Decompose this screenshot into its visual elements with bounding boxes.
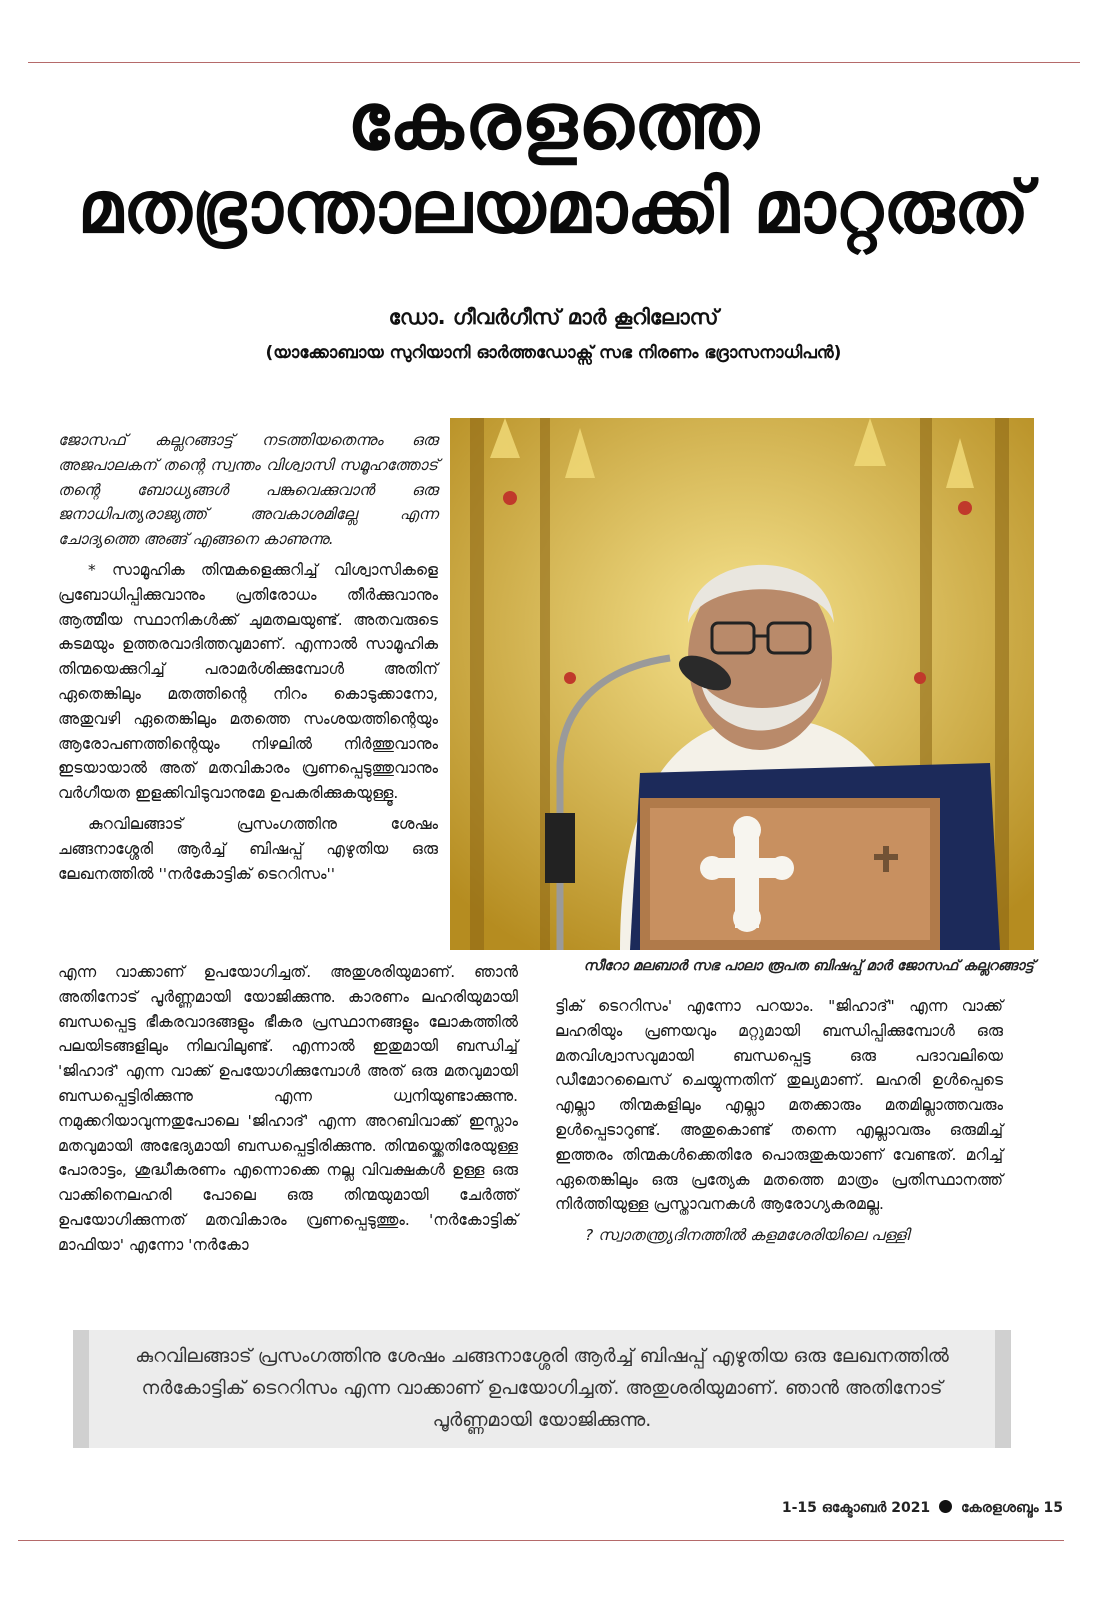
right-note: ? സ്വാതന്ത്ര്യദിനത്തിൽ കളമശേരിയിലെ പള്ളി [585, 1226, 910, 1245]
headline [20, 77, 1087, 249]
paragraph-1: * സാമൂഹിക തിന്മകളെക്കുറിച്ച് വിശ്വാസികളെ പ്രബോധിപ്പിക്കുവാനും പ്രതിരോധം തീർക്കുവാനും ആത്മീയ സ്ഥാനികൾക്ക് ചുമതലയുണ്ട്. അതവരുടെ കടമയും ഉത്തരവാദിത്തവുമാണ്. എന്നാൽ സാമൂഹിക തിന്മയെക്കുറിച്ച് പരാമർശിക്കുമ്പോൾ അതിന് ഏതെങ്കിലും മതത്തിന്റെ നിറം കൊടുക്കാനോ, അതുവഴി ഏതെങ്കിലും മതത്തെ സംശയത്തിന്റെയും ആരോപണത്തിന്റെയും നിഴലിൽ നിർത്തുവാനും ഇടയായാൽ അത് മതവികാരം വ്രണപ്പെടുത്തുവാനും വർഗീയത ഇളക്കിവിടുവാനുമേ ഉപകരിക്കുകയുള്ളൂ. [58, 560, 438, 803]
headline-line-1: കേരളത്തെ [347, 77, 760, 167]
pull-quote-left-bar [73, 1330, 89, 1448]
bullet-dot-icon [939, 1500, 952, 1513]
intro-question: ജോസഫ് കല്ലറങ്ങാട്ട് നടത്തിയതെന്നും ഒരു അജപാലകന് തന്റെ സ്വന്തം വിശ്വാസി സമൂഹത്തോട് തന്റെ ബോധ്യങ്ങൾ പങ്കുവെക്കുവാൻ ഒരു ജനാധിപത്യരാജ്യത്ത് അവകാശമില്ലേ എന്ന ചോദ്യത്തെ അങ്ങ് എങ്ങനെ കാണുന്നു. [58, 431, 438, 549]
headline-line-2: മതഭ്രാന്താലയമാക്കി മാറ്റരുത് [77, 164, 1030, 249]
page-footer [782, 1500, 1063, 1516]
right-paragraph: ട്ടിക് ടെററിസം' എന്നോ പറയാം. "ജിഹാദ്" എന്ന വാക്ക് ലഹരിയും പ്രണയവും മറ്റുമായി ബന്ധിപ്പിക്കുമ്പോൾ ഒരു മതവിശ്വാസവുമായി ബന്ധപ്പെട്ട ഒരു പദാവലിയെ ഡീമോറലൈസ് ചെയ്യുന്നതിന് തുല്യമാണ്. ലഹരി ഉൾപ്പെടെ എല്ലാ തിന്മകളിലും എല്ലാ മതക്കാരും മതമില്ലാത്തവരും ഉൾപ്പെടാറുണ്ട്. അതുകൊണ്ട് തന്നെ എല്ലാവരും ഒരുമിച്ച് ഇത്തരം തിന്മകൾക്കെതിരേ പൊരുതുകയാണ് വേണ്ടത്. മറിച്ച് ഏതെങ്കിലും ഒരു പ്രത്യേക മതത്തെ മാത്രം പ്രതിസ്ഥാനത്ത് നിർത്തിയുള്ള പ്രസ്താവനകൾ ആരോഗ്യകരമല്ല. [555, 997, 1003, 1214]
left-column [58, 428, 438, 892]
pull-quote-right-bar [995, 1330, 1011, 1448]
pull-quote-text: കുറവിലങ്ങാട് പ്രസംഗത്തിനു ശേഷം ചങ്ങനാശ്ശേരി ആർച്ച് ബിഷപ്പ് എഴുതിയ ഒരു ലേഖനത്തിൽ നർകോട്ടിക് ടെററിസം എന്ന വാക്കാണ് ഉപയോഗിച്ചത്. അതുശരിയുമാണ്. ഞാൻ അതിനോട് പൂർണ്ണമായി യോജിക്കുന്നു. [135, 1345, 949, 1431]
top-rule [28, 62, 1080, 63]
bishop-photo-illustration [450, 418, 1034, 950]
left-column-lower [58, 960, 518, 1258]
paragraph-3: എന്ന വാക്കാണ് ഉപയോഗിച്ചത്. അതുശരിയുമാണ്. ഞാൻ അതിനോട് പൂർണ്ണമായി യോജിക്കുന്നു. കാരണം ലഹരിയുമായി ബന്ധപ്പെട്ട ഭീകരവാദങ്ങളും ഭീകര പ്രസ്ഥാനങ്ങളും ലോകത്തിൽ പലയിടങ്ങളിലും നിലവിലുണ്ട്. എന്നാൽ ഇതുമായി ബന്ധിച്ച് 'ജിഹാദ്' എന്ന വാക്ക് ഉപയോഗിക്കുമ്പോൾ അത് ഒരു മതവുമായി ബന്ധപ്പെട്ടിരിക്കുന്നു എന്ന ധ്വനിയുണ്ടാക്കുന്നു. നമുക്കറിയാവുന്നതുപോലെ 'ജിഹാദ്' എന്ന അറബിവാക്ക് ഇസ്ലാം മതവുമായി അഭേദ്യമായി ബന്ധപ്പെട്ടിരിക്കുന്നു. തിന്മയ്ക്കെതിരേയുള്ള പോരാട്ടം, ശുദ്ധീകരണം എന്നൊക്കെ നല്ല വിവക്ഷകൾ ഉള്ള ഒരു വാക്കിനെലഹരി പോലെ ഒരു തിന്മയുമായി ചേർത്ത് ഉപയോഗിക്കുന്നത് മതവികാരം വ്രണപ്പെടുത്തും. 'നർകോട്ടിക് മാഫിയാ' എന്നോ 'നർകോ [58, 963, 518, 1254]
bottom-rule [18, 1540, 1064, 1541]
author-name: ഡോ. ഗീവർഗീസ് മാർ കൂറിലോസ് [388, 305, 719, 329]
photo-caption: സീറോ മലബാർ സഭ പാലാ രൂപത ബിഷപ്പ് മാർ ജോസഫ് കല്ലറങ്ങാട്ട് [583, 958, 1034, 974]
author-role: (യാക്കോബായ സുറിയാനി ഓർത്തഡോക്സ് സഭ നിരണം ഭദ്രാസനാധിപൻ) [265, 343, 842, 363]
footer-publication: കേരളശബ്ദം 15 [960, 1500, 1063, 1516]
right-column [555, 994, 1003, 1248]
paragraph-2: കുറവിലങ്ങാട് പ്രസംഗത്തിനു ശേഷം ചങ്ങനാശ്ശേരി ആർച്ച് ബിഷപ്പ് എഴുതിയ ഒരു ലേഖനത്തിൽ ''നർകോട്ടിക് ടെററിസം'' [58, 814, 438, 883]
bishop-photo [450, 418, 1034, 950]
footer-date: 1-15 ഒക്ടോബർ 2021 [781, 1500, 931, 1516]
pull-quote [73, 1330, 1011, 1448]
